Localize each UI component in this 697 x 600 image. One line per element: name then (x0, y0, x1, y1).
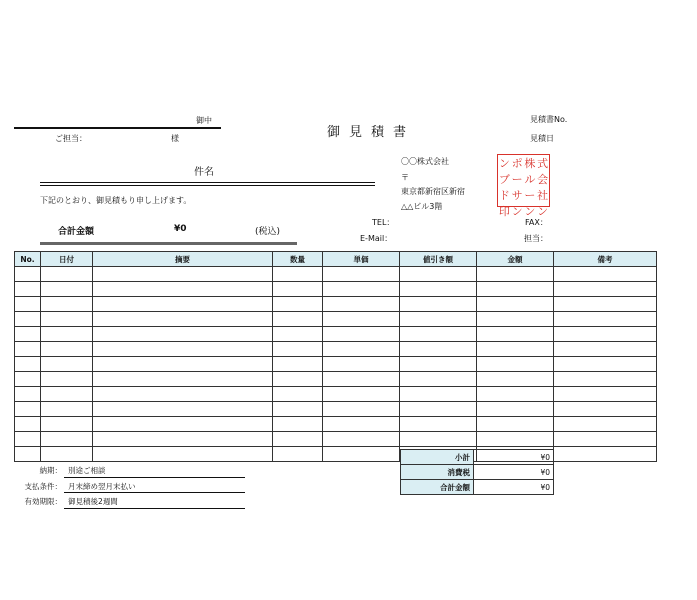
table-cell[interactable] (93, 327, 273, 342)
intro-text: 下記のとおり、御見積もり申し上げます。 (40, 196, 192, 205)
table-cell[interactable] (15, 417, 41, 432)
column-header-unit-price: 単価 (323, 252, 400, 267)
company-name: 〇〇株式会社 (401, 157, 449, 166)
stamp-char: ン (537, 205, 549, 218)
stamp-char: ル (524, 173, 536, 186)
table-cell[interactable] (41, 312, 93, 327)
table-cell[interactable] (477, 342, 554, 357)
table-cell[interactable] (400, 432, 477, 447)
table-cell[interactable] (93, 282, 273, 297)
table-row (15, 282, 657, 297)
stamp-char: ー (511, 173, 523, 186)
company-seal-stamp (497, 154, 550, 218)
table-cell[interactable] (15, 432, 41, 447)
stamp-char: ド (498, 189, 510, 202)
stamp-char: ー (524, 189, 536, 202)
quote-number-label: 見積書No. (530, 115, 568, 124)
table-cell[interactable] (477, 432, 554, 447)
table-cell[interactable] (554, 282, 657, 297)
table-cell[interactable] (554, 267, 657, 282)
table-cell[interactable] (15, 267, 41, 282)
table-cell[interactable] (41, 417, 93, 432)
table-cell[interactable] (400, 282, 477, 297)
document-title: 御見積書 (327, 125, 416, 140)
table-cell[interactable] (93, 402, 273, 417)
tax-value: ¥0 (474, 465, 554, 480)
table-cell[interactable] (400, 357, 477, 372)
table-row (15, 327, 657, 342)
table-cell[interactable] (554, 417, 657, 432)
table-cell[interactable] (323, 297, 400, 312)
table-cell[interactable] (15, 372, 41, 387)
totals-row (401, 465, 554, 480)
table-row (15, 432, 657, 447)
table-cell[interactable] (400, 297, 477, 312)
company-postal: 〒 (401, 173, 409, 182)
table-cell[interactable] (41, 297, 93, 312)
table-cell[interactable] (93, 267, 273, 282)
table-cell[interactable] (93, 432, 273, 447)
table-cell[interactable] (93, 342, 273, 357)
stamp-char: 会 (537, 173, 549, 186)
table-cell[interactable] (323, 387, 400, 402)
table-cell[interactable] (323, 372, 400, 387)
items-table (14, 251, 657, 462)
table-cell[interactable] (400, 312, 477, 327)
table-cell[interactable] (477, 387, 554, 402)
table-cell[interactable] (41, 327, 93, 342)
tel-label: TEL： (372, 218, 395, 227)
table-cell[interactable] (273, 312, 323, 327)
subject-label: 件名 (194, 167, 214, 178)
table-cell[interactable] (41, 432, 93, 447)
delivery-value: 別途ご相談 (68, 466, 106, 475)
table-cell[interactable] (15, 342, 41, 357)
table-cell[interactable] (93, 417, 273, 432)
table-cell[interactable] (41, 267, 93, 282)
payment-terms-underline (64, 492, 245, 493)
table-cell[interactable] (93, 372, 273, 387)
table-row (15, 357, 657, 372)
grand-total-value: ¥0 (474, 480, 554, 495)
table-cell[interactable] (15, 297, 41, 312)
table-cell[interactable] (477, 297, 554, 312)
stamp-char: ン (511, 205, 523, 218)
table-cell[interactable] (93, 297, 273, 312)
column-header-description: 摘要 (93, 252, 273, 267)
table-cell[interactable] (41, 447, 93, 462)
column-header-date: 日付 (41, 252, 93, 267)
table-cell[interactable] (554, 342, 657, 357)
tax-included-note: (税込) (255, 227, 281, 237)
table-row (15, 267, 657, 282)
table-cell[interactable] (477, 417, 554, 432)
table-cell[interactable] (15, 327, 41, 342)
validity-label: 有効期限： (24, 497, 62, 506)
table-row (15, 297, 657, 312)
column-header-discount: 値引き額 (400, 252, 477, 267)
table-cell[interactable] (554, 432, 657, 447)
company-address-1: 東京都新宿区新宿 (401, 187, 465, 196)
table-cell[interactable] (323, 357, 400, 372)
table-cell[interactable] (15, 447, 41, 462)
table-cell[interactable] (323, 282, 400, 297)
table-cell[interactable] (323, 267, 400, 282)
table-cell[interactable] (273, 267, 323, 282)
table-cell[interactable] (323, 312, 400, 327)
table-cell[interactable] (273, 402, 323, 417)
stamp-char: サ (511, 189, 523, 202)
table-cell[interactable] (41, 387, 93, 402)
totals-row (401, 450, 554, 465)
table-cell[interactable] (273, 342, 323, 357)
table-cell[interactable] (15, 387, 41, 402)
table-cell[interactable] (273, 387, 323, 402)
table-cell[interactable] (554, 402, 657, 417)
table-cell[interactable] (323, 447, 400, 462)
table-cell[interactable] (477, 402, 554, 417)
total-amount-label: 合計金額 (58, 227, 95, 237)
total-underline (40, 242, 297, 245)
table-cell[interactable] (323, 417, 400, 432)
table-row (15, 447, 657, 462)
table-cell[interactable] (554, 387, 657, 402)
table-cell[interactable] (15, 312, 41, 327)
table-cell[interactable] (41, 282, 93, 297)
table-cell[interactable] (15, 282, 41, 297)
table-row (15, 417, 657, 432)
table-cell[interactable] (400, 417, 477, 432)
table-cell[interactable] (273, 327, 323, 342)
delivery-underline (64, 477, 245, 478)
table-cell[interactable] (323, 402, 400, 417)
table-cell[interactable] (400, 327, 477, 342)
client-sama-text: 様 (171, 134, 179, 143)
table-row (15, 372, 657, 387)
stamp-char: 式 (537, 157, 549, 170)
table-cell[interactable] (477, 327, 554, 342)
table-cell[interactable] (41, 372, 93, 387)
stamp-char: ン (498, 157, 510, 170)
table-row (15, 342, 657, 357)
stamp-char: 社 (537, 189, 549, 202)
table-header-row (15, 252, 657, 267)
table-cell[interactable] (554, 357, 657, 372)
table-row (15, 402, 657, 417)
table-cell[interactable] (554, 327, 657, 342)
quote-date-label: 見積日 (530, 134, 554, 143)
column-header-remarks: 備考 (554, 252, 657, 267)
delivery-label: 納期： (39, 466, 62, 475)
subject-underline-1 (40, 182, 375, 183)
table-cell[interactable] (477, 312, 554, 327)
table-cell[interactable] (554, 312, 657, 327)
table-cell[interactable] (41, 357, 93, 372)
company-address-2: △△ビル3階 (401, 202, 443, 211)
table-cell[interactable] (400, 387, 477, 402)
fax-label: FAX： (525, 218, 548, 227)
table-cell[interactable] (273, 357, 323, 372)
totals-table (400, 449, 554, 495)
payment-terms-label: 支払条件： (24, 482, 62, 491)
column-header-quantity: 数量 (273, 252, 323, 267)
stamp-char: 印 (498, 205, 510, 218)
totals-row (401, 480, 554, 495)
table-cell[interactable] (273, 432, 323, 447)
subtotal-value: ¥0 (474, 450, 554, 465)
payment-terms-value: 月末締め翌月末払い (68, 482, 136, 491)
table-cell[interactable] (554, 297, 657, 312)
table-cell[interactable] (477, 267, 554, 282)
table-cell[interactable] (477, 372, 554, 387)
table-cell[interactable] (93, 387, 273, 402)
table-cell[interactable] (93, 357, 273, 372)
grand-total-label: 合計金額 (401, 480, 474, 495)
table-cell[interactable] (323, 432, 400, 447)
client-tanto-label: ご担当： (55, 134, 87, 143)
column-header-amount: 金額 (477, 252, 554, 267)
validity-underline (64, 508, 245, 509)
tax-label: 消費税 (401, 465, 474, 480)
onchu-text: 御中 (196, 116, 212, 125)
table-cell[interactable] (15, 402, 41, 417)
email-label: E-Mail： (360, 234, 393, 243)
table-cell[interactable] (554, 372, 657, 387)
table-cell[interactable] (273, 372, 323, 387)
table-cell[interactable] (554, 447, 657, 462)
stamp-char: ポ (511, 157, 523, 170)
column-header-no: No. (15, 252, 41, 267)
table-cell[interactable] (400, 342, 477, 357)
company-tanto-label: 担当： (524, 234, 548, 243)
table-row (15, 312, 657, 327)
validity-value: 御見積後2週間 (68, 497, 118, 506)
client-name-underline (14, 127, 221, 129)
table-cell[interactable] (477, 357, 554, 372)
table-cell[interactable] (400, 372, 477, 387)
table-cell[interactable] (273, 282, 323, 297)
stamp-char: ン (524, 205, 536, 218)
table-cell[interactable] (93, 312, 273, 327)
subtotal-label: 小計 (401, 450, 474, 465)
total-amount-value: ¥0 (174, 224, 187, 234)
table-cell[interactable] (15, 357, 41, 372)
stamp-char: ブ (498, 173, 510, 186)
table-cell[interactable] (323, 342, 400, 357)
stamp-char: 株 (524, 157, 536, 170)
table-cell[interactable] (477, 282, 554, 297)
subject-underline-2 (40, 185, 375, 186)
table-cell[interactable] (400, 267, 477, 282)
table-cell[interactable] (273, 447, 323, 462)
table-cell[interactable] (93, 447, 273, 462)
table-cell[interactable] (41, 342, 93, 357)
table-cell[interactable] (400, 402, 477, 417)
table-cell[interactable] (41, 402, 93, 417)
table-row (15, 387, 657, 402)
table-cell[interactable] (273, 417, 323, 432)
table-cell[interactable] (323, 327, 400, 342)
table-cell[interactable] (273, 297, 323, 312)
